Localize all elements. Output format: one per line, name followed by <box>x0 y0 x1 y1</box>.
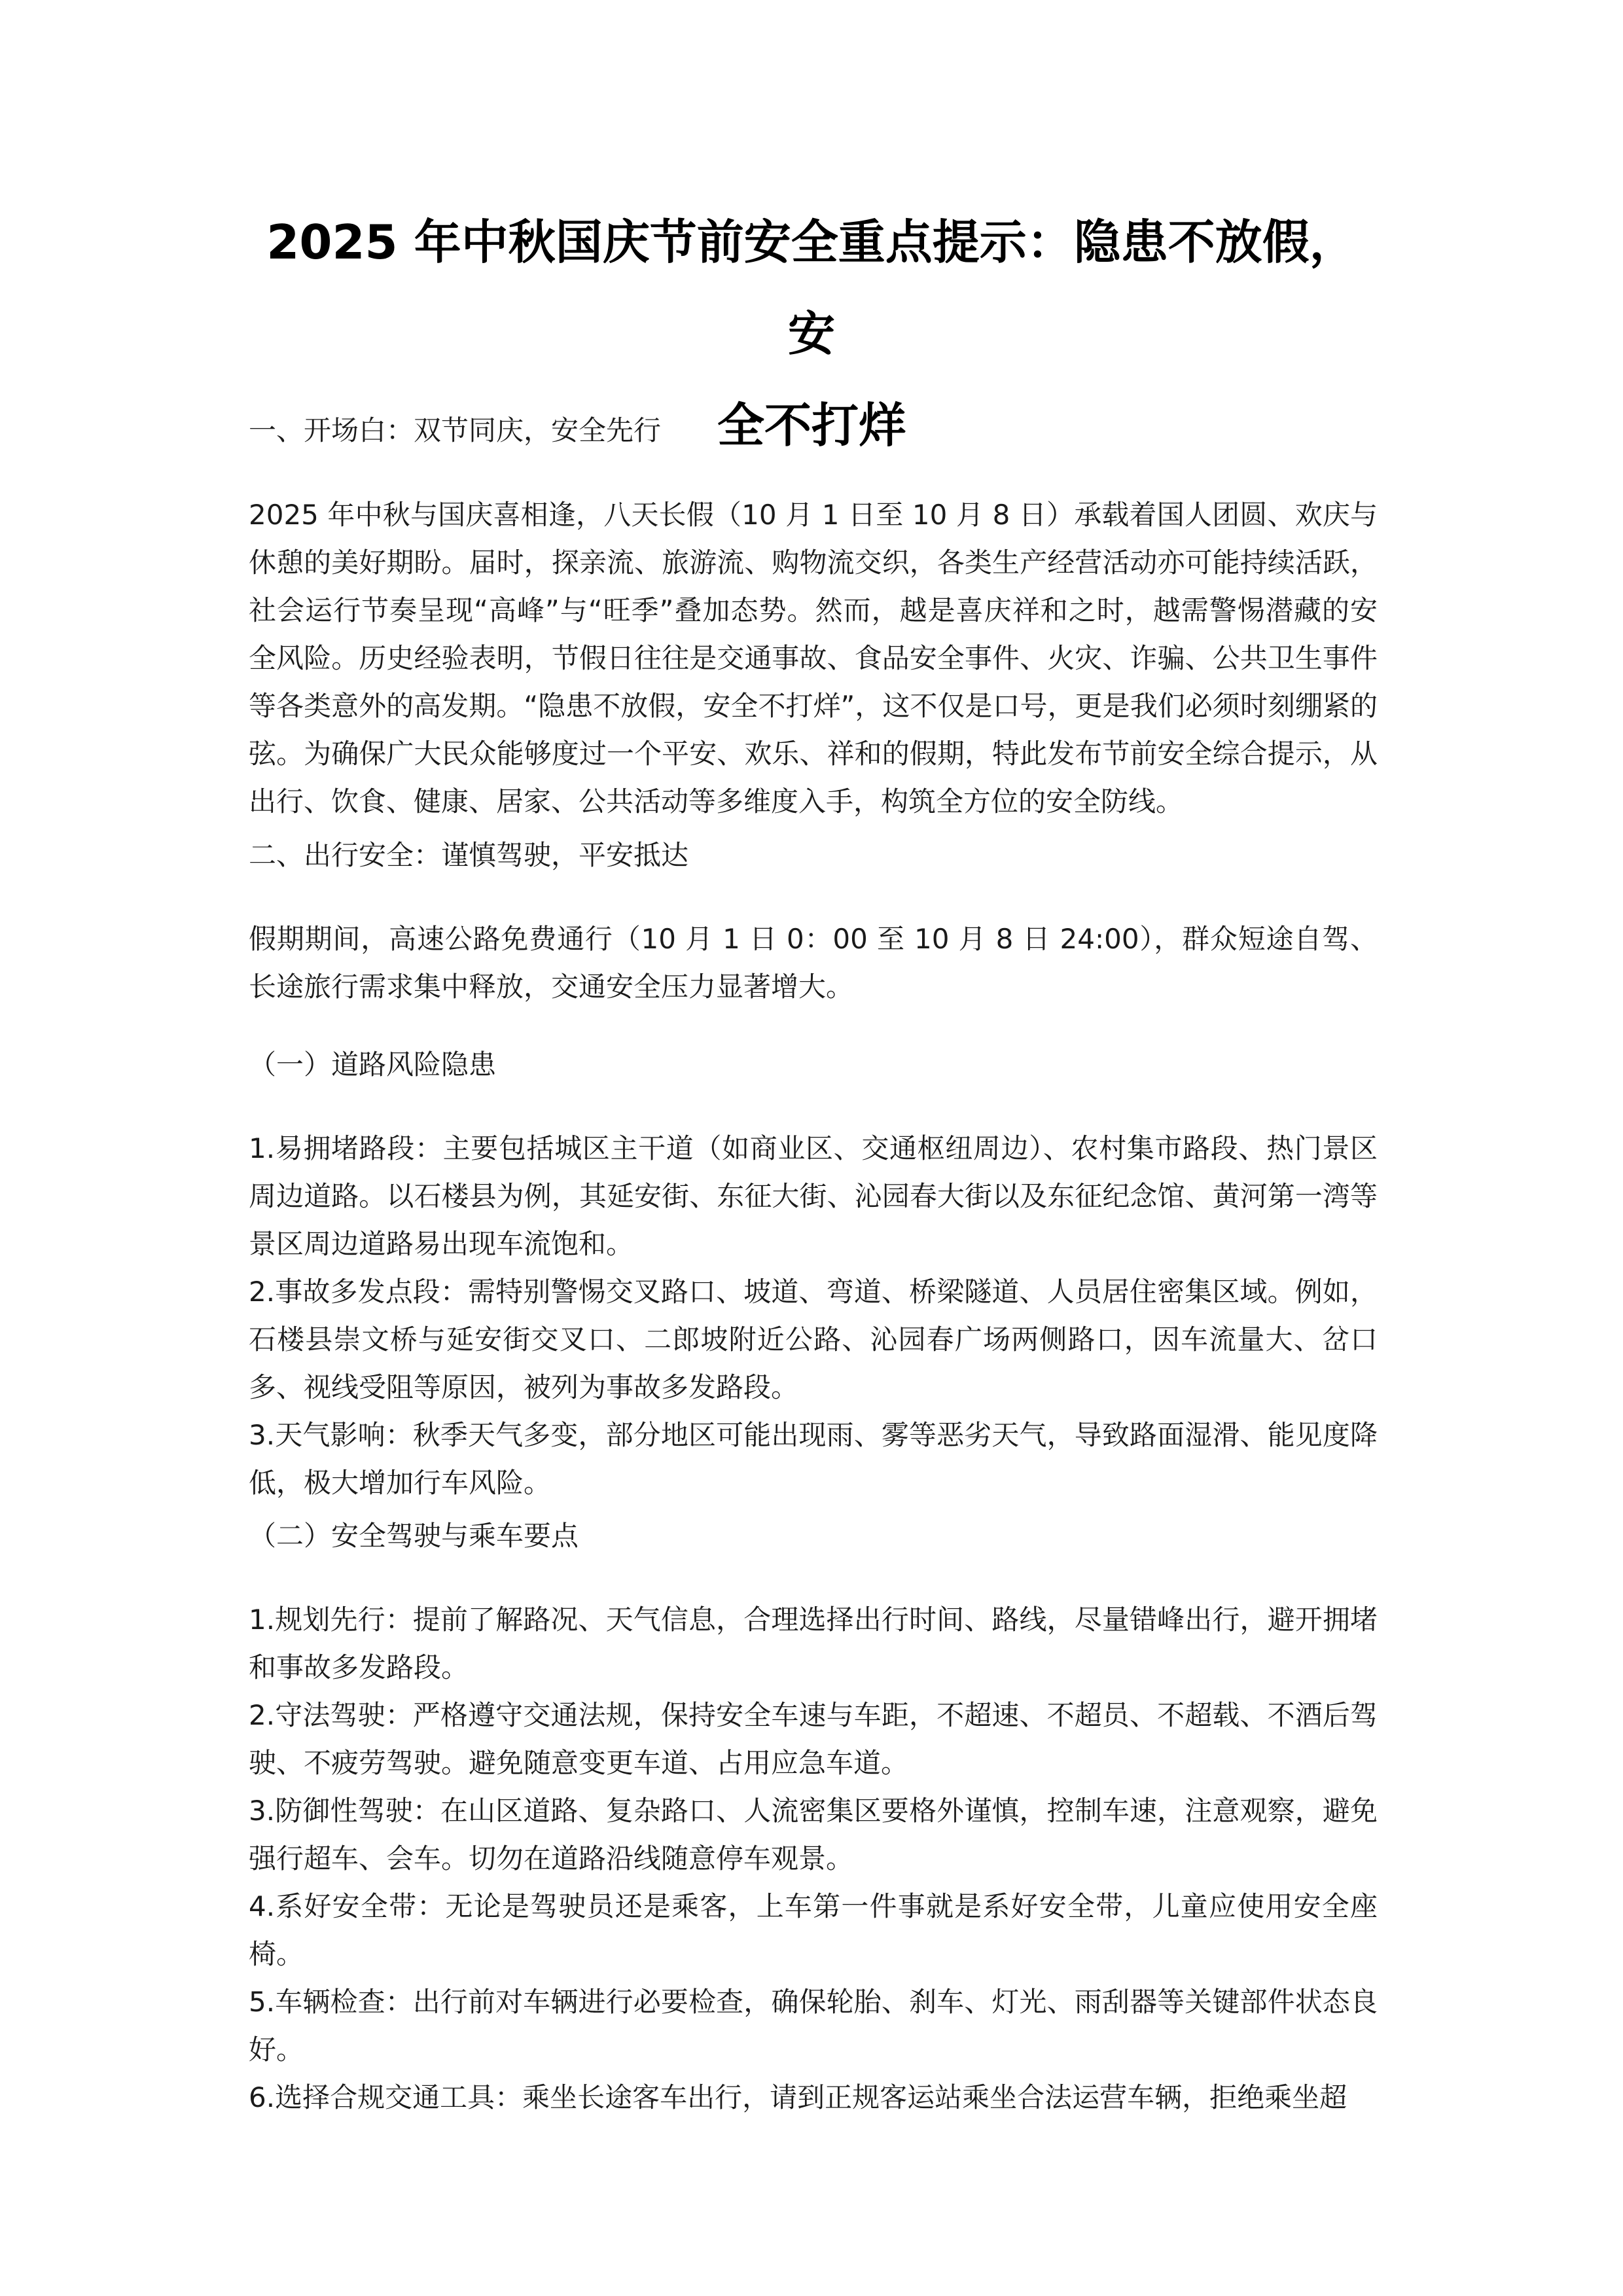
section-2-paragraph <box>249 915 1378 1011</box>
title-line-2: 全不打烊 <box>717 398 906 453</box>
subsection-1-heading: （一）道路风险隐患 <box>249 1049 497 1081</box>
section-1-heading: 一、开场白：双节同庆，安全先行 <box>249 414 662 446</box>
list-item: 1.规划先行：提前了解路况、天气信息，合理选择出行时间、路线，尽量错峰出行，避开拥堵和事故多发路段。 <box>249 1604 1378 1683</box>
list-item: 2.守法驾驶：严格遵守交通法规，保持安全车速与车距，不超速、不超员、不超载、不酒后驾驶、不疲劳驾驶。避免随意变更车道、占用应急车道。 <box>249 1699 1378 1779</box>
list-item: 5.车辆检查：出行前对车辆进行必要检查，确保轮胎、刹车、灯光、雨刮器等关键部件状态良好。 <box>249 1986 1378 2066</box>
list-item: 6.选择合规交通工具：乘坐长途客车出行，请到正规客运站乘坐合法运营车辆，拒绝乘坐超 <box>249 2081 1347 2113</box>
list-item: 3.天气影响：秋季天气多变，部分地区可能出现雨、雾等恶劣天气，导致路面湿滑、能见度降低，极大增加行车风险。 <box>249 1419 1378 1499</box>
paragraph-text: 2025 年中秋与国庆喜相逢，八天长假（10 月 1 日至 10 月 8 日）承载着国人团圆、欢庆与休憩的美好期盼。届时，探亲流、旅游流、购物流交织，各类生产经营活动亦可能持续活跃，社会运行节奏呈现“高峰”与“旺季”叠加态势。然而，越是喜庆祥和之时，越需警惕潜藏的安全风险。历史经验表明，节假日往往是交通事故、食品安全事件、火灾、诈骗、公共卫生事件等各类意外的高发期。“隐患不放假，安全不打烊”，这不仅是口号，更是我们必须时刻绷紧的弦。为确保广大民众能够度过一个平安、欢乐、祥和的假期，特此发布节前安全综合提示，从出行、饮食、健康、居家、公共活动等多维度入手，构筑全方位的安全防线。 <box>249 499 1378 817</box>
subsection-1-list <box>249 1124 1378 1507</box>
section-1-paragraph <box>249 491 1378 825</box>
list-item: 1.易拥堵路段：主要包括城区主干道（如商业区、交通枢纽周边）、农村集市路段、热门景区周边道路。以石楼县为例，其延安街、东征大街、沁园春大街以及东征纪念馆、黄河第一湾等景区周边道路易出现车流饱和。 <box>249 1132 1378 1260</box>
list-item: 2.事故多发点段：需特别警惕交叉路口、坡道、弯道、桥梁隧道、人员居住密集区域。例如，石楼县崇文桥与延安街交叉口、二郎坡附近公路、沁园春广场两侧路口，因车流量大、岔口多、视线受阻等原因，被列为事故多发路段。 <box>249 1276 1378 1403</box>
subsection-2-heading: （二）安全驾驶与乘车要点 <box>249 1520 579 1552</box>
list-item: 4.系好安全带：无论是驾驶员还是乘客，上车第一件事就是系好安全带，儿童应使用安全座椅。 <box>249 1890 1378 1970</box>
section-2-heading: 二、出行安全：谨慎驾驶，平安抵达 <box>249 839 689 871</box>
title-line-1: 2025 年中秋国庆节前安全重点提示：隐患不放假，安 <box>266 215 1357 361</box>
subsection-2-list <box>249 1596 1378 2121</box>
paragraph-text: 假期期间，高速公路免费通行（10 月 1 日 0：00 至 10 月 8 日 24:00），群众短途自驾、长途旅行需求集中释放，交通安全压力显著增大。 <box>249 923 1378 1003</box>
list-item: 3.防御性驾驶：在山区道路、复杂路口、人流密集区要格外谨慎，控制车速，注意观察，避免强行超车、会车。切勿在道路沿线随意停车观景。 <box>249 1795 1378 1874</box>
